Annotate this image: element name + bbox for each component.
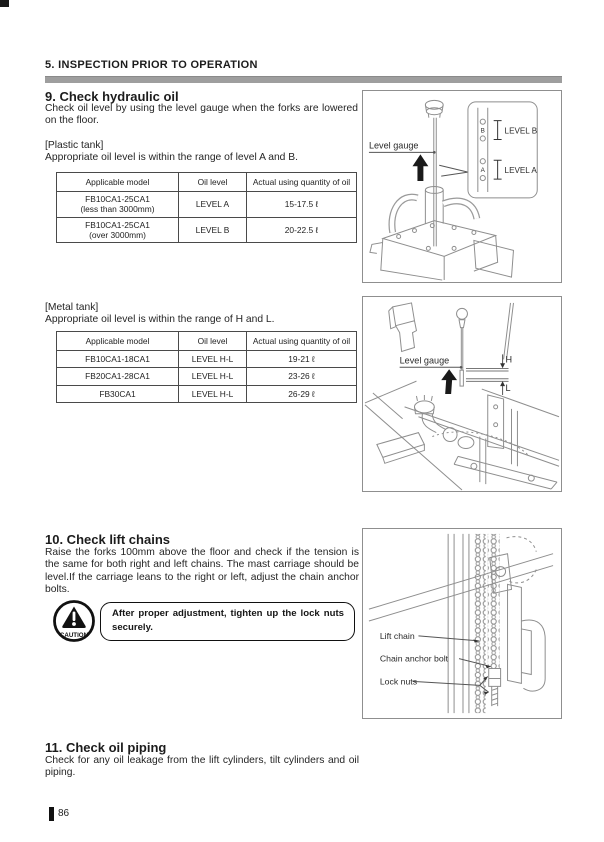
col-header-qty: Actual using quantity of oil: [247, 173, 357, 192]
model-sub: (less than 3000mm): [80, 204, 155, 215]
cell-qty: 26-29 ℓ: [247, 385, 357, 402]
section-10-body: Raise the forks 100mm above the floor and check if the tension is the same for both right and left chains. The mast carriage should be level.If the carriage leans to the right or left, adjust the chain anchor bolts.: [45, 547, 359, 595]
mark-l-label: L: [505, 383, 511, 394]
lift-chain-diagram: [363, 529, 561, 718]
cell-model: [57, 217, 179, 243]
cell-qty: 15-17.5 ℓ: [247, 192, 357, 218]
page-number: 86: [58, 808, 70, 819]
model-name: FB10CA1-25CA1: [85, 194, 150, 205]
metal-tank-diagram: [363, 297, 561, 491]
cell-model: FB30CA1: [57, 385, 179, 402]
up-arrow-icon: [441, 369, 457, 394]
cell-model: [57, 192, 179, 218]
page-number-marker: [49, 807, 54, 821]
section-10-title: 10. Check lift chains: [45, 532, 170, 547]
col-header-qty: Actual using quantity of oil: [247, 332, 357, 351]
col-header-model: Applicable model: [57, 332, 179, 351]
cell-model: FB10CA1-18CA1: [57, 351, 179, 368]
col-header-level: Oil level: [179, 173, 247, 192]
section-11-title: 11. Check oil piping: [45, 740, 167, 755]
up-arrow-icon: [413, 154, 429, 181]
plastic-oil-table: [56, 172, 357, 243]
plastic-tank-diagram: [363, 91, 561, 282]
level-gauge-label: Level gauge: [368, 140, 419, 151]
model-name: FB10CA1-25CA1: [85, 219, 150, 230]
table-row: [57, 217, 357, 243]
mark-a-label: A: [480, 167, 485, 175]
cell-qty: 20-22.5 ℓ: [247, 217, 357, 243]
table-header-row: [57, 173, 357, 192]
chain-anchor-bolt-label: Chain anchor bolt: [379, 653, 449, 664]
cell-qty: 19-21 ℓ: [247, 351, 357, 368]
table-header-row: [57, 332, 357, 351]
table-row: [57, 385, 357, 402]
cell-level: LEVEL B: [179, 217, 247, 243]
model-sub: (over 3000mm): [89, 229, 146, 240]
table-row: [57, 368, 357, 385]
cell-level: LEVEL H-L: [179, 385, 247, 402]
section-9-title: 9. Check hydraulic oil: [45, 89, 179, 104]
caution-note: After proper adjustment, tighten up the lock nuts securely.: [100, 602, 355, 641]
cell-qty: 23-26 ℓ: [247, 368, 357, 385]
level-a-label: LEVEL A: [504, 166, 537, 176]
col-header-level: Oil level: [179, 332, 247, 351]
metal-oil-table: [56, 331, 357, 403]
lock-nuts-label: Lock nuts: [379, 676, 418, 687]
cell-level: LEVEL H-L: [179, 368, 247, 385]
cell-level: LEVEL H-L: [179, 351, 247, 368]
mark-h-label: H: [505, 354, 513, 365]
figure-plastic-tank: [362, 90, 562, 283]
scan-corner-mark: [0, 0, 9, 7]
chapter-rule: [45, 76, 562, 83]
plastic-tank-note: Appropriate oil level is within the range of level A and B.: [45, 152, 298, 163]
section-9-body: Check oil level by using the level gauge when the forks are lowered on the floor.: [45, 103, 358, 127]
plastic-tank-label: [Plastic tank]: [45, 140, 104, 151]
col-header-model: Applicable model: [57, 173, 179, 192]
figure-lift-chain: [362, 528, 562, 719]
cell-model: FB20CA1-28CA1: [57, 368, 179, 385]
chapter-title: 5. INSPECTION PRIOR TO OPERATION: [45, 59, 258, 71]
table-row: [57, 192, 357, 218]
caution-icon: [52, 599, 96, 645]
metal-tank-note: Appropriate oil level is within the range of H and L.: [45, 314, 275, 325]
section-11-body: Check for any oil leakage from the lift cylinders, tilt cylinders and oil piping.: [45, 755, 359, 779]
level-b-label: LEVEL B: [504, 126, 538, 136]
metal-tank-label: [Metal tank]: [45, 302, 99, 313]
caution-label: CAUTION: [59, 632, 89, 639]
mark-b-label: B: [480, 127, 485, 135]
right-chain: [488, 534, 500, 669]
figure-metal-tank: [362, 296, 562, 492]
level-gauge-label: Level gauge: [399, 355, 450, 366]
left-chain: [474, 534, 486, 713]
cell-level: LEVEL A: [179, 192, 247, 218]
table-row: [57, 351, 357, 368]
lift-chain-label: Lift chain: [379, 630, 415, 641]
